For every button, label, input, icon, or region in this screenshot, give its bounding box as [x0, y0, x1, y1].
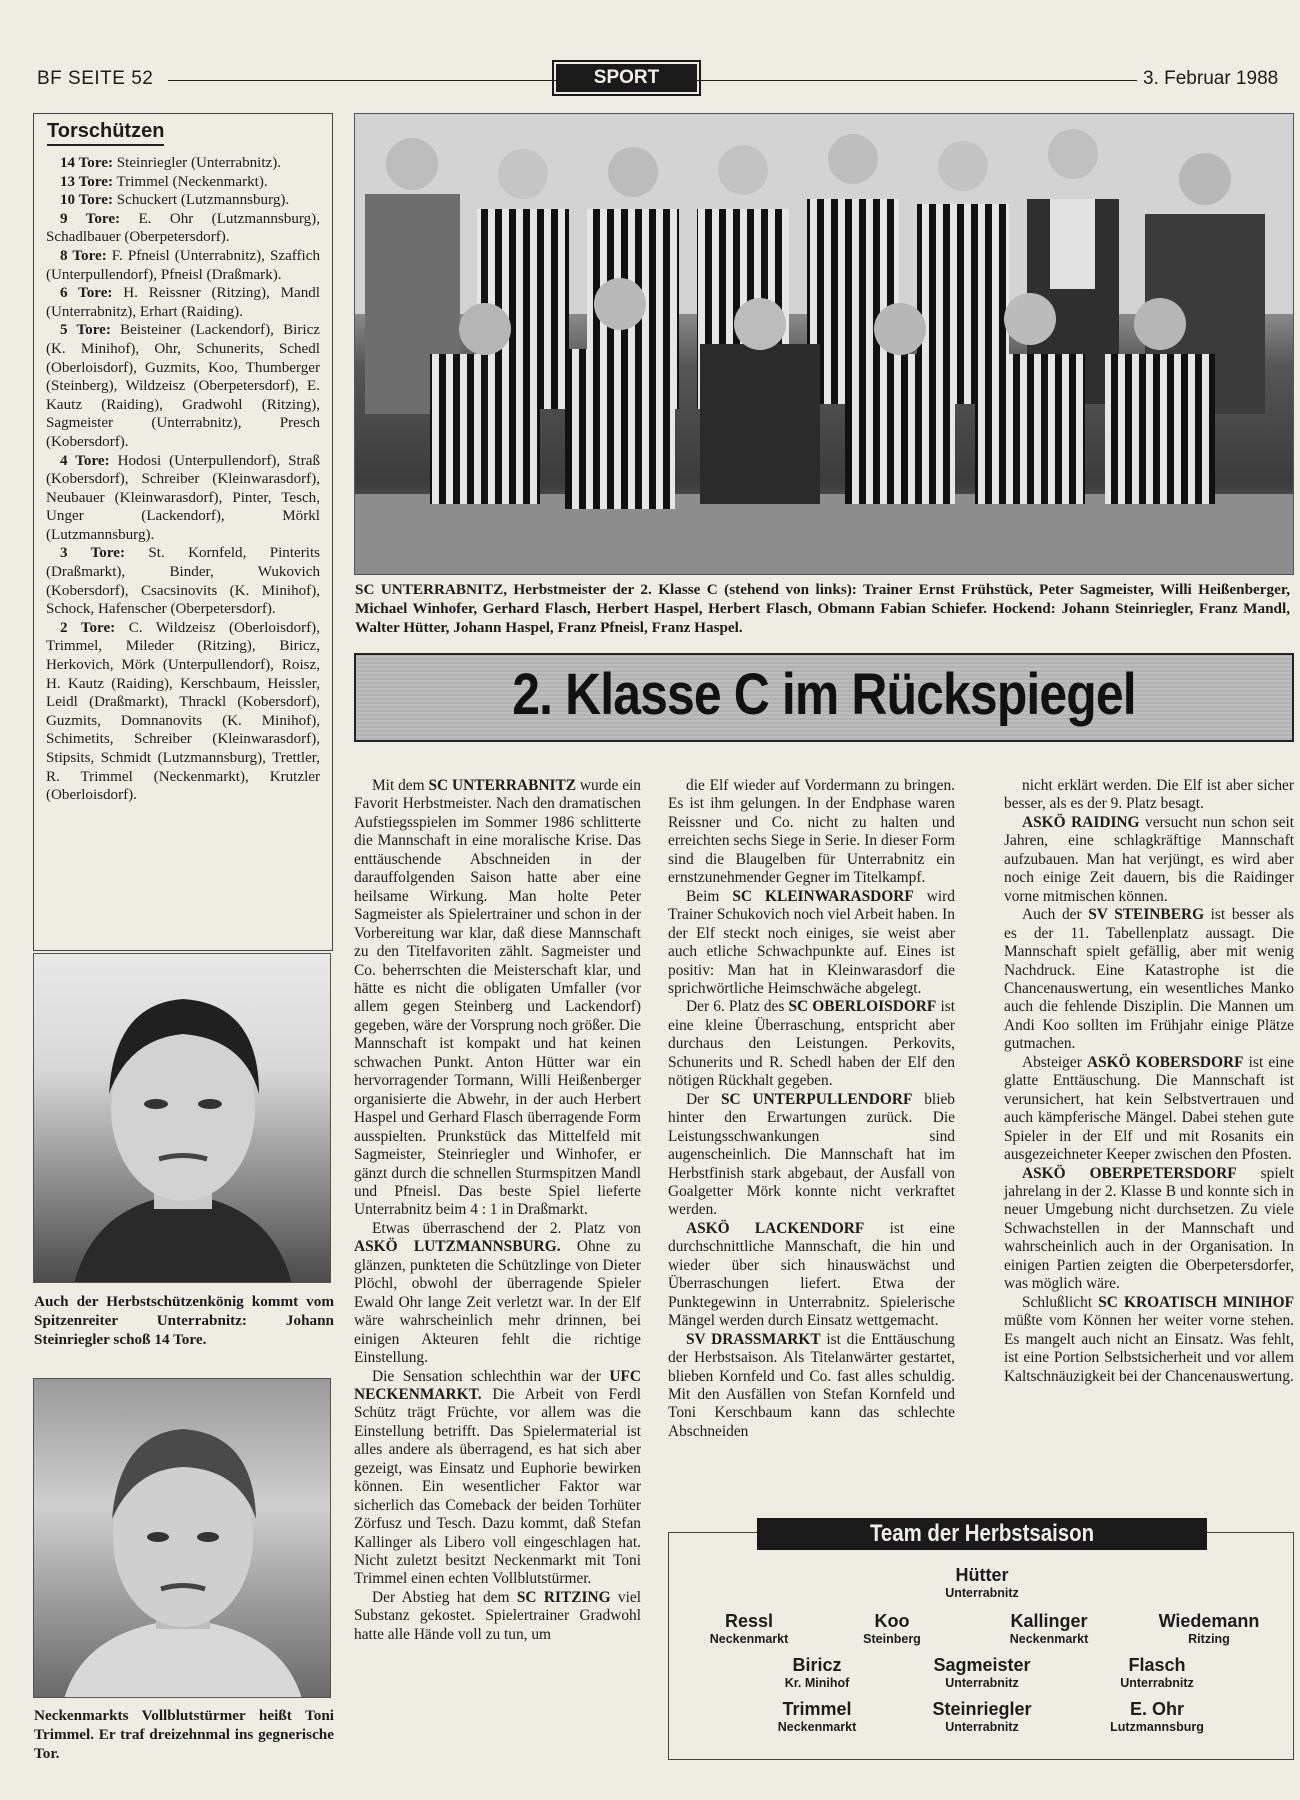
issue-date: 3. Februar 1988 — [1143, 68, 1279, 89]
article-paragraph — [1004, 1054, 1294, 1165]
article-text: Auch der — [1022, 906, 1089, 924]
article-text: müßte vom Können her weiter vorne stehen. Es mangelt auch nicht an Einsatz. Was fehlt, ist eine Portion Selbstsicherheit und vor allem Kaltschnäuzigkeit bei der Chancenauswertung. — [1004, 1312, 1294, 1385]
scorer-entry: 10 Tore: Schuckert (Lutzmannsburg). — [60, 192, 290, 209]
team-player: Koo Steinberg — [863, 1611, 921, 1646]
article-text: Mit dem — [372, 777, 429, 794]
team-player: Kallinger Neckenmarkt — [1009, 1611, 1089, 1646]
article-text: Der 6. Platz des — [686, 998, 789, 1016]
club-name: SC UNTERPULLENDORF — [720, 1090, 913, 1108]
article-text: Die Sensation schlechthin war der — [372, 1367, 610, 1385]
header-rule-right — [697, 80, 1137, 81]
scorers-list — [46, 154, 320, 805]
article-paragraph — [354, 1220, 641, 1368]
article-text: Der Abstieg hat dem — [372, 1588, 517, 1606]
team-player: Flasch Unterrabnitz — [1120, 1655, 1194, 1690]
article-text: Absteiger — [1022, 1053, 1087, 1071]
article-paragraph — [668, 888, 955, 999]
scorers-title: Torschützen — [47, 120, 164, 146]
article-text: blieb hinter den Erwartungen zurück. Die Leistungsschwankungen sind augenscheinlich. Die Mannschaft hat im Herbstfinish stark abgebaut, der Ausfall von Goalgetter Mörk konnte nicht verkraftet werden. — [668, 1090, 956, 1219]
scorer-entry: 9 Tore: E. Ohr (Lutzmannsburg), Schadlbauer (Oberpetersdorf). — [46, 210, 320, 246]
club-name: ASKÖ LUTZMANNSBURG. — [354, 1238, 561, 1256]
team-of-season-title: Team der Herbstsaison — [869, 1520, 1095, 1547]
scorer-entry: 4 Tore: Hodosi (Unterpullendorf), Straß (Kobersdorf), Schreiber (Kleinwarasdorf), Neubauer (Kleinwarasdorf), Pinter, Tesch, Unger (Lackendorf), Mörkl (Lutzmannsburg). — [46, 452, 320, 543]
header-rule-left — [168, 80, 556, 81]
article-paragraph — [1004, 777, 1294, 814]
team-of-season-title-bar — [757, 1518, 1207, 1550]
page-label: BF SEITE 52 — [37, 68, 154, 89]
article-column-1 — [354, 777, 641, 1644]
article-paragraph — [668, 1091, 955, 1220]
scorer-entry: 13 Tore: Trimmel (Neckenmarkt). — [60, 173, 268, 190]
club-name: SV DRASSMARKT — [686, 1330, 821, 1348]
team-player: Trimmel Neckenmarkt — [777, 1699, 857, 1734]
article-text: ist eine kleine Überraschung, entspricht aber durchaus den Leistungen. Perkovits, Schunerits und R. Schedl haben der Elf den nötigen Rückhalt gegeben. — [668, 998, 955, 1090]
article-text: Beim — [686, 887, 733, 905]
team-player: Wiedemann Ritzing — [1158, 1611, 1260, 1646]
team-of-season-box — [668, 1520, 1294, 1760]
article-paragraph — [1004, 906, 1294, 1054]
article-text: Schlußlicht — [1022, 1293, 1099, 1311]
team-player: Steinriegler Unterrabnitz — [932, 1699, 1032, 1734]
club-name: SC RITZING — [516, 1588, 611, 1606]
team-player: Sagmeister Unterrabnitz — [933, 1655, 1031, 1690]
article-text: Etwas überraschend der 2. Platz von — [372, 1219, 641, 1237]
article-paragraph — [1004, 1294, 1294, 1386]
article-paragraph — [668, 998, 955, 1090]
portrait-illustration — [34, 1379, 331, 1698]
article-text: spielt jahrelang in der 2. Klasse B und konnte sich in neuer Umgebung nicht durchsetzen. Zu viele Schwachstellen in der Mannschaft und wahrscheinlich auch in der Organisation. In einigen Partien zeigten die Oberpetersdorfer, was möglich wäre. — [1004, 1164, 1294, 1293]
article-text: ist eine durchschnittliche Mannschaft, die hin und wieder über sich hinauswächst und Überraschungen liefert. Etwa der Punktegewinn in Unterrabnitz. Spielerische Mängel werden durch Einsatz wettgemacht. — [668, 1219, 956, 1330]
team-photo-illustration — [355, 114, 1294, 575]
club-name: ASKÖ LACKENDORF — [686, 1219, 865, 1237]
scorer-entry: 5 Tore: Beisteiner (Lackendorf), Biricz (K. Minihof), Ohr, Schunerits, Schedl (Oberloisdorf), Guzmits, Koo, Thumberger (Steinberg), Wildzeisz (Oberpetersdorf), E. Kautz (Raiding), Gradwohl (Ritzing), Sagmeister (Unterrabnitz), Presch (Kobersdorf). — [46, 322, 320, 450]
club-name: SC KLEINWARASDORF — [732, 887, 914, 905]
article-text: nicht erklärt werden. Die Elf ist aber sicher besser, als es der 9. Platz besagt. — [1004, 777, 1294, 813]
article-text: ist eine glatte Enttäuschung. Die Mannschaft ist verunsichert, hat kein Selbstvertrauen und auch kämpferische Mängel. Dabei stehen gute Spieler in der Elf und mit Rosanits ein ausgezeichneter Keeper zwischen den Pfosten. — [1004, 1053, 1295, 1164]
club-name: SC OBERLOISDORF — [788, 998, 937, 1016]
article-text: wird Trainer Schukovich noch viel Arbeit haben. In der Elf steckt noch einiges, sie weist aber auch etliche Schwachpunkte auf. Eines ist positiv: Man hat in Kleinwarasdorf die sprichwörtliche Heimschwäche abgelegt. — [668, 887, 955, 997]
article-text: die Elf wieder auf Vordermann zu bringen. Es ist ihm gelungen. In der Endphase waren Reissner und Co. nicht zu halten und erreichten sechs Siege in Serie. In dieser Form sind die Blaugelben für Unterrabnitz ein ernstzunehmender Gegner im Titelkampf. — [668, 777, 955, 887]
article-column-3 — [1004, 777, 1294, 1386]
headline-banner — [354, 653, 1294, 742]
photo-caption-steinriegler: Auch der Herbstschützenkönig kommt vom Spitzenreiter Unterrabnitz: Johann Steinriegler schoß 14 Tore. — [34, 1293, 334, 1348]
article-column-2 — [668, 777, 955, 1441]
article-text: Ohne zu glänzen, punkteten die Schützlinge von Dieter Plöchl, obwohl der überragende Spieler Ewald Ohr lange Zeit verletzt war. In der Elf wäre wahrscheinlich mehr drinnen, bei einigen Akteuren fehlt die richtige Einstellung. — [354, 1238, 641, 1367]
team-player: Ressl Neckenmarkt — [709, 1611, 789, 1646]
article-text: wurde ein Favorit Herbstmeister. Nach den dramatischen Aufstiegsspielen im Sommer 1986 schlitterte die Mannschaft in eine moralische Krise. Das enttäuschende Abschneiden in der darauffolgenden Saison hatte aber eine heilsame Wirkung. Man holte Peter Sagmeister als Spielertrainer und schon in der Vorbereitung war klar, daß diese Mannschaft zu den Titelfavoriten zählt. Sagmeister und Co. beherrschten die Meisterschaft klar, und hätte es nicht die obligaten Umfaller (vor allem gegen Steinberg und Lackendorf) gegeben, wäre der Vorsprung noch größer. Die Mannschaft ist kompakt und hat keinen schwachen Punkt. Anton Hütter war ein hervorragender Tormann, Willi Heißenberger organisierte die Abwehr, in der auch Herbert Haspel und Gerhard Flasch überragende Form ausspielten. Prunkstück das Mittelfeld mit Sagmeister, Steinriegler und Winhofer, er gänzt durch die schnellen Sturmspitzen Mandl und Pfneisl. Das beste Spiel lieferte Unterrabnitz beim 4 : 1 in Draßmarkt. — [354, 777, 641, 1219]
article-text: Die Arbeit von Ferdl Schütz trägt Früchte, vor allem was die Einstellung betrifft. Das Spielermaterial ist alles andere als überragend, es hat sich aber gezeigt, was Einsatz und Euphorie bewirken können. Ein wesentlicher Faktor war sicherlich das Comeback der beiden Torhüter Zörfusz und Tesch. Dazu kommt, daß Stefan Kallinger als Libero voll eingeschlagen hat. Nicht zuletzt besitzt Neckenmarkt mit Toni Trimmel einen echten Vollblutstürmer. — [354, 1385, 641, 1588]
article-text: viel Substanz gekostet. Spielertrainer Gradwohl hatte alle Hände voll zu tun, um — [354, 1588, 641, 1643]
club-name: ASKÖ KOBERSDORF — [1087, 1053, 1244, 1071]
scorer-entry: 2 Tore: C. Wildzeisz (Oberloisdorf), Trimmel, Mileder (Ritzing), Biricz, Herkovich, Mörk (Unterpullendorf), Roisz, H. Kautz (Raiding), Kerschbaum, Heissler, Leidl (Draßmarkt), Thrackl (Kobersdorf), Guzmits, Domnanovits (K. Minihof), Schimetits, Schreiber (Kleinwarasdorf), Stipsits, Schmidt (Lutzmannsburg), Trettler, R. Trimmel (Neckenmarkt), Krutzler (Oberloisdorf). — [46, 619, 320, 804]
article-paragraph — [668, 777, 955, 888]
headline: 2. Klasse C im Rückspiegel — [512, 662, 1136, 727]
club-name: SC KROATISCH MINIHOF — [1098, 1293, 1294, 1311]
portrait-illustration — [34, 954, 331, 1283]
team-player: Biricz Kr. Minihof — [784, 1655, 850, 1690]
article-text: versucht nun schon seit Jahren, eine schlagkräftige Mannschaft aufzubauen. Man hat verjüngt, es wird aber noch einige Zeit dauern, bis die Raidinger vorne mitmischen können. — [1004, 813, 1295, 905]
section-label: SPORT — [556, 64, 697, 92]
scorer-entry: 3 Tore: St. Kornfeld, Pinterits (Draßmarkt), Binder, Wukovich (Kobersdorf), Csacsinovits (K. Minihof), Schock, Hafenscher (Oberpetersdorf). — [46, 545, 321, 618]
club-name: SC UNTERRABNITZ — [428, 777, 577, 794]
article-paragraph — [354, 777, 641, 1220]
team-photo-sc-unterrabnitz — [354, 113, 1294, 575]
club-name: UFC NECKENMARKT. — [354, 1367, 641, 1403]
team-player: E. Ohr Lutzmannsburg — [1110, 1699, 1204, 1734]
team-photo-caption: SC UNTERRABNITZ, Herbstmeister der 2. Klasse C (stehend von links): Trainer Ernst Frühstück, Peter Sagmeister, Willi Heißenberger, Michael Winhofer, Gerhard Flasch, Herbert Haspel, Herbert Flasch, Obmann Fabian Schiefer. Hockend: Johann Steinriegler, Franz Mandl, Walter Hütter, Johann Haspel, Franz Pfneisl, Franz Haspel. — [355, 581, 1290, 636]
article-paragraph — [1004, 1165, 1294, 1294]
article-text: ist besser als es der 11. Tabellenplatz aussagt. Die Mannschaft spielt gefällig, aber mit wenig Nachdruck. Eine Katastrophe ist die Chancenauswertung, ein wesentliches Manko auch die fehlende Disziplin. Die Mannen um Andi Koo sollten im Frühjahr einige Plätze gutmachen. — [1004, 906, 1294, 1053]
team-player: Hütter Unterrabnitz — [945, 1565, 1019, 1600]
scorer-entry: 6 Tore: H. Reissner (Ritzing), Mandl (Unterrabnitz), Erhart (Raiding). — [46, 285, 320, 320]
article-paragraph — [668, 1331, 955, 1442]
article-paragraph — [354, 1589, 641, 1644]
scorer-entry: 8 Tore: F. Pfneisl (Unterrabnitz), Szaffich (Unterpullendorf), Pfneisl (Draßmark). — [46, 247, 320, 283]
article-text: ist die Enttäuschung der Herbstsaison. Als Titelanwärter gestartet, blieben Kornfeld und Co. fast alles schuldig. Mit den Ausfällen von Stefan Kornfeld und Toni Kerschbaum kann das schlechte Abschneiden — [668, 1330, 955, 1440]
club-name: SV STEINBERG — [1088, 906, 1205, 924]
club-name: ASKÖ RAIDING — [1022, 813, 1140, 831]
article-text: Der — [686, 1090, 721, 1108]
article-paragraph — [668, 1220, 955, 1331]
club-name: ASKÖ OBERPETERSDORF — [1022, 1164, 1237, 1182]
scorer-entry: 14 Tore: Steinriegler (Unterrabnitz). — [60, 155, 282, 171]
player-portrait-trimmel — [33, 1378, 331, 1698]
article-paragraph — [1004, 814, 1294, 906]
article-paragraph — [354, 1368, 641, 1589]
scorers-box — [33, 113, 333, 951]
photo-caption-trimmel: Neckenmarkts Vollblutstürmer heißt Toni Trimmel. Er traf dreizehnmal ins gegnerische Tor. — [34, 1707, 334, 1762]
player-portrait-steinriegler — [33, 953, 331, 1283]
